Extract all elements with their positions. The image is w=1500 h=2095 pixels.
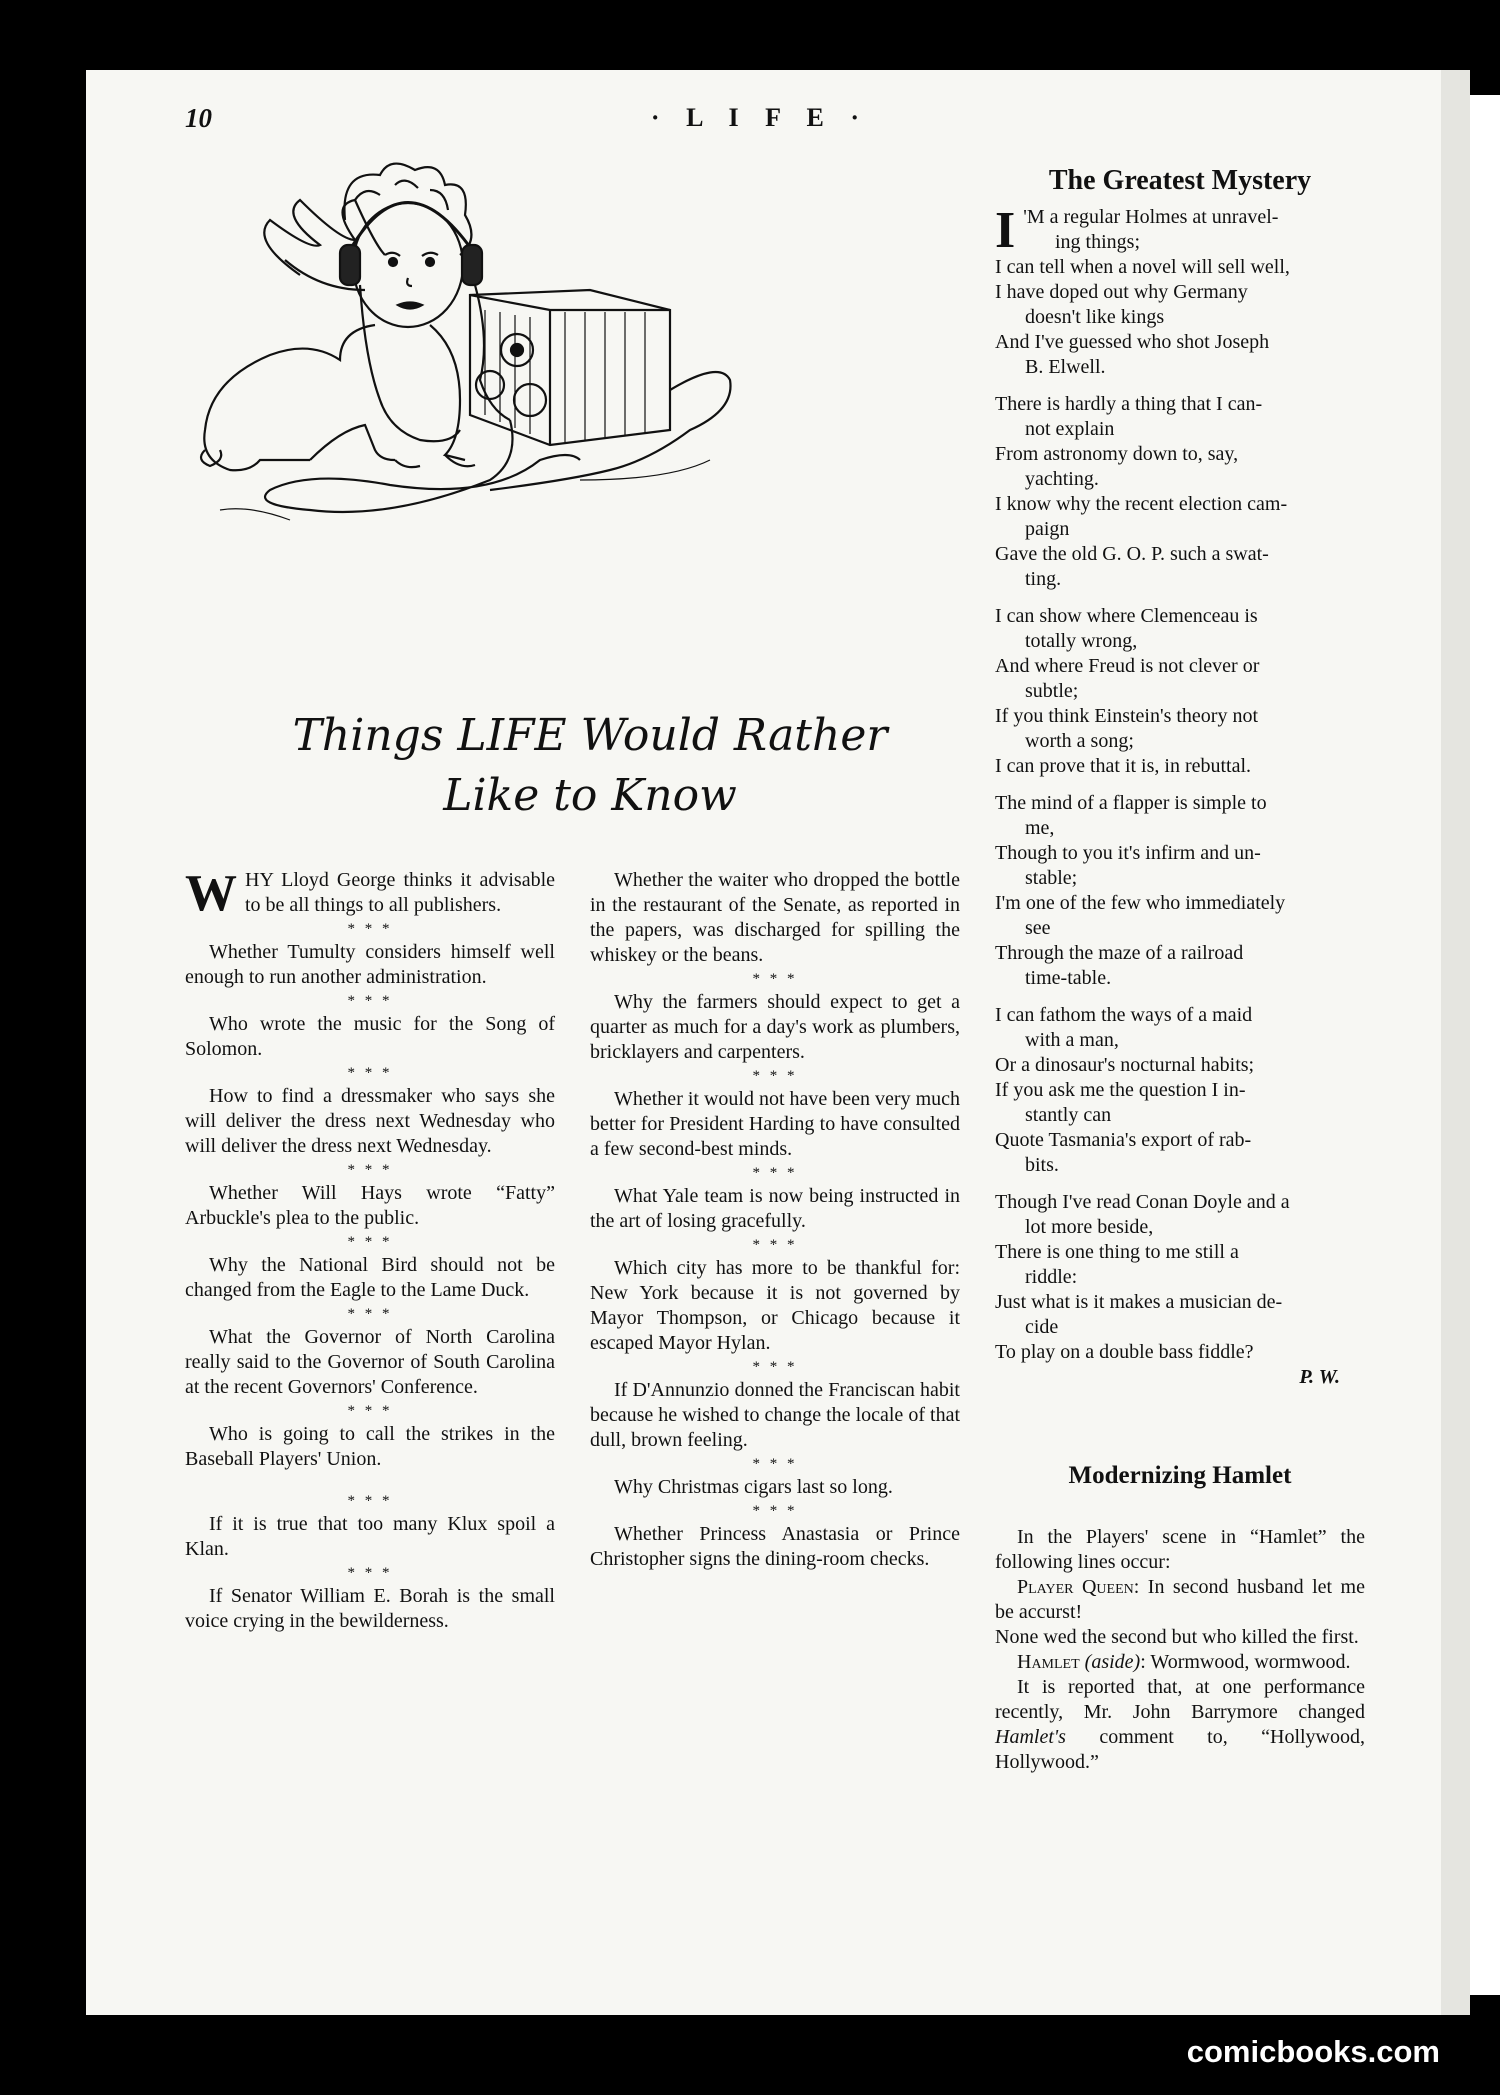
- poem-line: ing things;: [1055, 231, 1141, 253]
- poem-line: If you ask me the question I in-: [995, 1079, 1246, 1101]
- poem-line: From astronomy down to, say,: [995, 443, 1239, 465]
- poem-line: There is hardly a thing that I can-: [995, 393, 1263, 415]
- poem-line: And where Freud is not clever or: [995, 655, 1260, 677]
- item-14: What Yale team is now being instructed in the art of losing gracefully.: [590, 1185, 960, 1232]
- separator: * * *: [347, 921, 393, 937]
- item-16: If D'Annunzio donned the Franciscan habit because he wished to change the locale of that dull, brown feeling.: [590, 1379, 960, 1451]
- poem-line: And I've guessed who shot Joseph: [995, 331, 1270, 353]
- poem-line: I'm one of the few who immediately: [995, 892, 1286, 914]
- separator: * * *: [752, 1359, 798, 1375]
- item-9: If it is true that too many Klux spoil a Klan.: [185, 1513, 555, 1560]
- poem-line: There is one thing to me still a: [995, 1241, 1239, 1263]
- poem-line: B. Elwell.: [1025, 356, 1106, 378]
- poem-line: Though I've read Conan Doyle and a: [995, 1191, 1290, 1213]
- item-1: WHY Lloyd George thinks it advisable to be all things to all publishers.: [185, 865, 555, 922]
- item-6: Why the National Bird should not be changed from the Eagle to the Lame Duck.: [185, 1254, 555, 1301]
- poem-line: ting.: [1025, 568, 1062, 590]
- poem-line: subtle;: [1025, 680, 1079, 702]
- poem-signature: P. W.: [1299, 1366, 1340, 1388]
- poem-line: Or a dinosaur's nocturnal habits;: [995, 1054, 1255, 1076]
- poem-line: totally wrong,: [1025, 630, 1138, 652]
- poem-line: To play on a double bass fiddle?: [995, 1341, 1254, 1363]
- separator: * * *: [347, 1403, 393, 1419]
- item-11: Whether the waiter who dropped the bottle in the restaurant of the Senate, as reported in the papers, was discharged for spilling the whiskey or the beans.: [590, 869, 960, 966]
- item-4: How to find a dressmaker who says she will deliver the dress next Wednesday who will deliver the dress next Wednesday.: [185, 1085, 555, 1157]
- watermark: comicbooks.com: [1186, 2034, 1440, 2069]
- poem-line: I know why the recent election cam-: [995, 493, 1288, 515]
- item-7: What the Governor of North Carolina really said to the Governor of South Carolina at the recent Governors' Conference.: [185, 1326, 555, 1398]
- poem-line: The mind of a flapper is simple to: [995, 792, 1267, 814]
- poem-line: I can tell when a novel will sell well,: [995, 256, 1290, 278]
- poem-line: Just what is it makes a musician de-: [995, 1291, 1283, 1313]
- poem-line: paign: [1025, 518, 1070, 540]
- page-gutter: [1441, 70, 1470, 2015]
- poem-line: I can fathom the ways of a maid: [995, 1004, 1253, 1026]
- hamlet-title: Modernizing Hamlet: [1068, 1462, 1292, 1489]
- separator: * * *: [347, 1065, 393, 1081]
- item-12: Why the farmers should expect to get a quarter as much for a day's work as plumbers, bricklayers and carpenters.: [590, 991, 960, 1063]
- poem-line: see: [1025, 917, 1051, 939]
- poem-line: stable;: [1025, 867, 1078, 889]
- poem-body: [995, 202, 1365, 1390]
- poem-line: stantly can: [1025, 1104, 1112, 1126]
- feature-column-2: [590, 868, 960, 1572]
- item-18: Whether Princess Anastasia or Prince Christopher signs the dining-room checks.: [590, 1523, 960, 1570]
- separator: * * *: [752, 1068, 798, 1084]
- separator: * * *: [752, 1237, 798, 1253]
- poem-line: worth a song;: [1025, 730, 1134, 752]
- item-15: Which city has more to be thankful for: New York because it is not governed by Mayor Thompson, or Chicago because it escaped Mayor Hylan.: [590, 1257, 960, 1354]
- item-2: Whether Tumulty considers himself well enough to run another administration.: [185, 941, 555, 988]
- poem-line: I can prove that it is, in rebuttal.: [995, 755, 1252, 777]
- poem-line: time-table.: [1025, 967, 1112, 989]
- separator: * * *: [752, 1503, 798, 1519]
- player-queen-line: Player Queen: In second husband let me be accurst!: [995, 1576, 1365, 1623]
- separator: * * *: [347, 1234, 393, 1250]
- poem-line: me,: [1025, 817, 1055, 839]
- item-8: Who is going to call the strikes in the Baseball Players' Union.: [185, 1423, 555, 1470]
- separator: * * *: [347, 1565, 393, 1581]
- poem-line: doesn't like kings: [1025, 306, 1165, 328]
- feature-title-line2: Like to Know: [443, 770, 737, 821]
- separator: * * *: [347, 1162, 393, 1178]
- cherub-radio-illustration: [190, 160, 980, 700]
- separator: * * *: [347, 1493, 393, 1509]
- poem-line: If you think Einstein's theory not: [995, 705, 1259, 727]
- poem-line: I have doped out why Germany: [995, 281, 1248, 303]
- drop-cap: W: [185, 865, 237, 922]
- poem-title: The Greatest Mystery: [1048, 165, 1312, 196]
- poem-line: with a man,: [1025, 1029, 1119, 1051]
- poem-line: Though to you it's infirm and un-: [995, 842, 1261, 864]
- player-queen-line-2: None wed the second but who killed the first.: [995, 1626, 1359, 1648]
- hamlet-intro: In the Players' scene in “Hamlet” the following lines occur:: [995, 1526, 1365, 1573]
- separator: * * *: [347, 993, 393, 1009]
- separator: * * *: [347, 1306, 393, 1322]
- separator: * * *: [752, 971, 798, 987]
- separator: * * *: [752, 1165, 798, 1181]
- poem-line: bits.: [1025, 1154, 1059, 1176]
- masthead: · L I F E ·: [650, 103, 870, 132]
- poem-line: lot more beside,: [1025, 1216, 1154, 1238]
- item-13: Whether it would not have been very much better for President Harding to have consulted a few second-best minds.: [590, 1088, 960, 1160]
- poem-line: Through the maze of a railroad: [995, 942, 1244, 964]
- feature-title-line1: Things LIFE Would Rather: [292, 710, 888, 761]
- feature-column-1: [185, 865, 555, 1634]
- poem-line: riddle:: [1025, 1266, 1078, 1288]
- poem-line: Gave the old G. O. P. such a swat-: [995, 543, 1269, 565]
- hamlet-body: [995, 1525, 1365, 1775]
- hamlet-anecdote: It is reported that, at one performance recently, Mr. John Barrymore changed Hamlet's comment to, “Hollywood, Hollywood.”: [995, 1676, 1365, 1773]
- poem-line: not explain: [1025, 418, 1115, 440]
- poem-line: I can show where Clemenceau is: [995, 605, 1258, 627]
- page-number: 10: [185, 103, 212, 133]
- hamlet-aside-line: Hamlet (aside): Wormwood, wormwood.: [1017, 1651, 1351, 1673]
- item-10: If Senator William E. Borah is the small voice crying in the bewilderness.: [185, 1585, 555, 1632]
- poem-line: yachting.: [1025, 468, 1099, 490]
- poem-line: Quote Tasmania's export of rab-: [995, 1129, 1252, 1151]
- drop-cap: I: [995, 202, 1016, 259]
- item-5: Whether Will Hays wrote “Fatty” Arbuckle's plea to the public.: [185, 1182, 555, 1229]
- item-17: Why Christmas cigars last so long.: [614, 1476, 893, 1498]
- poem-line: I 'M a regular Holmes at unravel-: [995, 202, 1279, 259]
- next-page-edge: [1470, 95, 1500, 1995]
- item-3: Who wrote the music for the Song of Solomon.: [185, 1013, 555, 1060]
- separator: * * *: [752, 1456, 798, 1472]
- poem-line: cide: [1025, 1316, 1059, 1338]
